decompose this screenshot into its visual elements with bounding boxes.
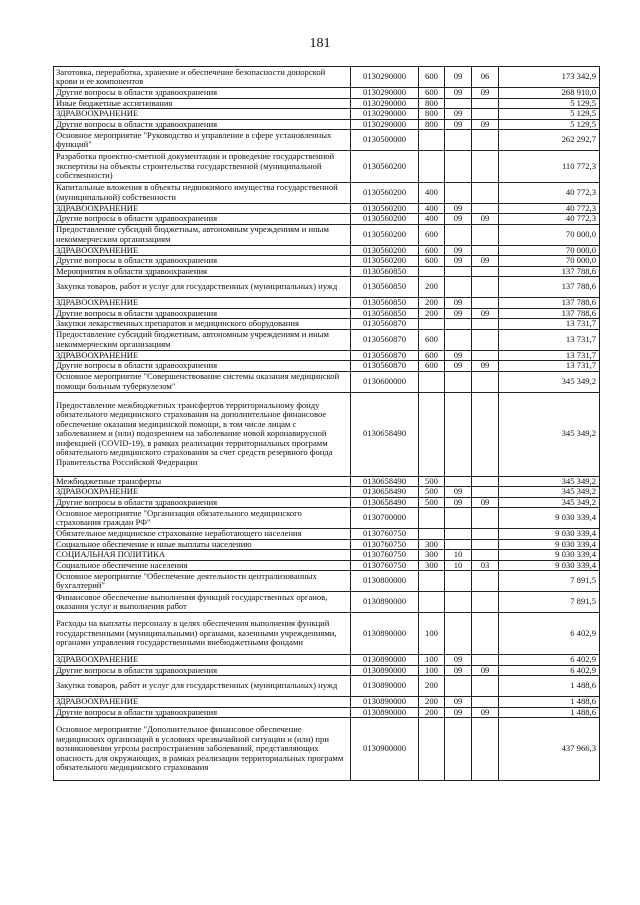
table-row bbox=[54, 655, 600, 666]
row-code-cell: 0130658490 bbox=[351, 476, 419, 487]
row-amount-cell: 13 731,7 bbox=[499, 350, 600, 361]
row-section-cell: 10 bbox=[445, 560, 472, 571]
row-amount-cell: 137 788,6 bbox=[499, 277, 600, 298]
table-row bbox=[54, 571, 600, 592]
row-expense-type-cell: 300 bbox=[419, 550, 445, 561]
row-amount-cell: 9 030 339,4 bbox=[499, 508, 600, 529]
table-row bbox=[54, 130, 600, 151]
row-expense-type-cell bbox=[419, 508, 445, 529]
row-expense-type-cell bbox=[419, 371, 445, 392]
row-amount-cell: 345 349,2 bbox=[499, 371, 600, 392]
row-amount-cell: 173 342,9 bbox=[499, 67, 600, 88]
table-row bbox=[54, 245, 600, 256]
row-expense-type-cell: 500 bbox=[419, 487, 445, 498]
row-amount-cell: 437 966,3 bbox=[499, 718, 600, 781]
row-amount-cell: 345 349,2 bbox=[499, 392, 600, 476]
row-expense-type-cell: 400 bbox=[419, 214, 445, 225]
row-section-cell: 09 bbox=[445, 214, 472, 225]
row-subsection-cell: 09 bbox=[472, 308, 499, 319]
row-subsection-cell bbox=[472, 130, 499, 151]
row-name-cell: Другие вопросы в области здравоохранения bbox=[54, 256, 351, 267]
row-name-cell: ЗДРАВООХРАНЕНИЕ bbox=[54, 487, 351, 498]
row-subsection-cell bbox=[472, 718, 499, 781]
row-section-cell: 09 bbox=[445, 88, 472, 99]
row-code-cell: 0130760750 bbox=[351, 539, 419, 550]
table-row bbox=[54, 277, 600, 298]
row-section-cell: 09 bbox=[445, 119, 472, 130]
row-code-cell: 0130560200 bbox=[351, 203, 419, 214]
row-name-cell: ЗДРАВООХРАНЕНИЕ bbox=[54, 350, 351, 361]
row-name-cell: Закупка товаров, работ и услуг для государственных (муниципальных) нужд bbox=[54, 277, 351, 298]
row-subsection-cell bbox=[472, 151, 499, 183]
row-subsection-cell bbox=[472, 266, 499, 277]
row-expense-type-cell: 600 bbox=[419, 88, 445, 99]
row-section-cell: 09 bbox=[445, 67, 472, 88]
row-amount-cell: 345 349,2 bbox=[499, 487, 600, 498]
row-name-cell: Другие вопросы в области здравоохранения bbox=[54, 88, 351, 99]
table-row bbox=[54, 308, 600, 319]
row-code-cell: 0130890000 bbox=[351, 697, 419, 708]
row-amount-cell: 9 030 339,4 bbox=[499, 529, 600, 540]
row-expense-type-cell: 600 bbox=[419, 67, 445, 88]
row-section-cell bbox=[445, 182, 472, 203]
row-subsection-cell: 06 bbox=[472, 67, 499, 88]
row-amount-cell: 137 788,6 bbox=[499, 308, 600, 319]
row-subsection-cell bbox=[472, 98, 499, 109]
row-expense-type-cell: 800 bbox=[419, 109, 445, 120]
table-row bbox=[54, 592, 600, 613]
table-row bbox=[54, 487, 600, 498]
row-name-cell: Мероприятия в области здравоохранения bbox=[54, 266, 351, 277]
row-code-cell: 0130560850 bbox=[351, 298, 419, 309]
row-name-cell: Другие вопросы в области здравоохранения bbox=[54, 497, 351, 508]
row-subsection-cell: 09 bbox=[472, 707, 499, 718]
table-row bbox=[54, 676, 600, 697]
table-row bbox=[54, 182, 600, 203]
row-expense-type-cell: 100 bbox=[419, 655, 445, 666]
row-name-cell: Основное мероприятие "Руководство и управление в сфере установленных функций" bbox=[54, 130, 351, 151]
table-row bbox=[54, 298, 600, 309]
row-name-cell: Межбюджетные трансферты bbox=[54, 476, 351, 487]
row-subsection-cell: 09 bbox=[472, 665, 499, 676]
table-row bbox=[54, 560, 600, 571]
table-row bbox=[54, 613, 600, 655]
row-name-cell: Иные бюджетные ассигнования bbox=[54, 98, 351, 109]
table-row bbox=[54, 508, 600, 529]
row-subsection-cell bbox=[472, 571, 499, 592]
row-section-cell bbox=[445, 508, 472, 529]
row-name-cell: Заготовка, переработка, хранение и обеспечение безопасности донорской крови и ее компонентов bbox=[54, 67, 351, 88]
row-section-cell: 09 bbox=[445, 298, 472, 309]
row-subsection-cell: 09 bbox=[472, 88, 499, 99]
row-code-cell: 0130560870 bbox=[351, 319, 419, 330]
row-section-cell bbox=[445, 371, 472, 392]
row-code-cell: 0130560200 bbox=[351, 256, 419, 267]
row-expense-type-cell bbox=[419, 718, 445, 781]
row-subsection-cell bbox=[472, 298, 499, 309]
row-code-cell: 0130290000 bbox=[351, 88, 419, 99]
row-subsection-cell bbox=[472, 487, 499, 498]
row-expense-type-cell: 400 bbox=[419, 203, 445, 214]
row-amount-cell: 5 129,5 bbox=[499, 98, 600, 109]
row-amount-cell: 345 349,2 bbox=[499, 476, 600, 487]
row-name-cell: Предоставление субсидий бюджетным, автономным учреждениям и иным некоммерческим организациям bbox=[54, 329, 351, 350]
row-section-cell bbox=[445, 529, 472, 540]
row-subsection-cell bbox=[472, 676, 499, 697]
row-code-cell: 0130560200 bbox=[351, 182, 419, 203]
row-name-cell: Финансовое обеспечение выполнения функций государственных органов, оказания услуг и выполнения работ bbox=[54, 592, 351, 613]
table-row bbox=[54, 266, 600, 277]
row-name-cell: Закупка товаров, работ и услуг для государственных (муниципальных) нужд bbox=[54, 676, 351, 697]
row-name-cell: Другие вопросы в области здравоохранения bbox=[54, 707, 351, 718]
row-expense-type-cell: 600 bbox=[419, 224, 445, 245]
row-amount-cell: 137 788,6 bbox=[499, 266, 600, 277]
row-section-cell: 09 bbox=[445, 487, 472, 498]
row-code-cell: 0130658490 bbox=[351, 487, 419, 498]
row-name-cell: Закупки лекарственных препаратов и медицинского оборудования bbox=[54, 319, 351, 330]
row-code-cell: 0130890000 bbox=[351, 707, 419, 718]
row-section-cell bbox=[445, 277, 472, 298]
row-code-cell: 0130900000 bbox=[351, 718, 419, 781]
row-expense-type-cell bbox=[419, 151, 445, 183]
row-expense-type-cell: 600 bbox=[419, 245, 445, 256]
table-row bbox=[54, 718, 600, 781]
table-row bbox=[54, 392, 600, 476]
table-row bbox=[54, 707, 600, 718]
row-code-cell: 0130560850 bbox=[351, 266, 419, 277]
row-section-cell: 09 bbox=[445, 665, 472, 676]
table-row bbox=[54, 67, 600, 88]
row-amount-cell: 110 772,3 bbox=[499, 151, 600, 183]
row-code-cell: 0130560200 bbox=[351, 224, 419, 245]
row-code-cell: 0130600000 bbox=[351, 371, 419, 392]
table-row bbox=[54, 98, 600, 109]
row-code-cell: 0130560850 bbox=[351, 308, 419, 319]
row-code-cell: 0130290000 bbox=[351, 67, 419, 88]
row-expense-type-cell: 200 bbox=[419, 277, 445, 298]
row-amount-cell: 1 488,6 bbox=[499, 676, 600, 697]
table-row bbox=[54, 697, 600, 708]
row-name-cell: Другие вопросы в области здравоохранения bbox=[54, 361, 351, 372]
table-row bbox=[54, 350, 600, 361]
row-expense-type-cell: 200 bbox=[419, 308, 445, 319]
row-subsection-cell bbox=[472, 529, 499, 540]
table-row bbox=[54, 214, 600, 225]
row-name-cell: ЗДРАВООХРАНЕНИЕ bbox=[54, 203, 351, 214]
row-amount-cell: 40 772,3 bbox=[499, 214, 600, 225]
row-section-cell: 09 bbox=[445, 109, 472, 120]
row-subsection-cell bbox=[472, 539, 499, 550]
row-subsection-cell bbox=[472, 245, 499, 256]
row-amount-cell: 5 129,5 bbox=[499, 109, 600, 120]
row-expense-type-cell: 200 bbox=[419, 707, 445, 718]
row-subsection-cell bbox=[472, 550, 499, 561]
row-section-cell bbox=[445, 392, 472, 476]
row-name-cell: Предоставление межбюджетных трансфертов территориальному фонду обязательного медицинского страхования на дополнительное финансовое обеспечение оказания медицинской помощи, в том числе лицам с заболеванием и (или) подозрением на заболевание новой коронавирусной инфекцией (COVID-19), в рамках реализации территориальных программ обязательного медицинского страхования за счет средств резервного фонда Правительства Российской Федерации bbox=[54, 392, 351, 476]
row-code-cell: 0130700000 bbox=[351, 508, 419, 529]
row-section-cell: 09 bbox=[445, 245, 472, 256]
row-name-cell: Основное мероприятие "Организация обязательного медицинского страхования граждан РФ" bbox=[54, 508, 351, 529]
row-name-cell: ЗДРАВООХРАНЕНИЕ bbox=[54, 109, 351, 120]
row-name-cell: Основное мероприятие "Совершенствование системы оказания медицинской помощи больным туберкулезом" bbox=[54, 371, 351, 392]
table-row bbox=[54, 529, 600, 540]
row-section-cell: 09 bbox=[445, 655, 472, 666]
row-subsection-cell: 03 bbox=[472, 560, 499, 571]
row-amount-cell: 262 292,7 bbox=[499, 130, 600, 151]
row-name-cell: ЗДРАВООХРАНЕНИЕ bbox=[54, 298, 351, 309]
table-row bbox=[54, 539, 600, 550]
row-amount-cell: 7 891,5 bbox=[499, 592, 600, 613]
row-section-cell: 10 bbox=[445, 550, 472, 561]
row-code-cell: 0130890000 bbox=[351, 655, 419, 666]
row-expense-type-cell bbox=[419, 130, 445, 151]
row-section-cell bbox=[445, 592, 472, 613]
row-section-cell: 09 bbox=[445, 350, 472, 361]
row-name-cell: Обязательное медицинское страхование неработающего населения bbox=[54, 529, 351, 540]
row-code-cell: 0130658490 bbox=[351, 497, 419, 508]
row-section-cell: 09 bbox=[445, 361, 472, 372]
row-subsection-cell bbox=[472, 613, 499, 655]
row-section-cell: 09 bbox=[445, 707, 472, 718]
row-amount-cell: 70 000,0 bbox=[499, 224, 600, 245]
row-expense-type-cell bbox=[419, 392, 445, 476]
row-expense-type-cell: 800 bbox=[419, 98, 445, 109]
row-subsection-cell bbox=[472, 277, 499, 298]
row-amount-cell: 345 349,2 bbox=[499, 497, 600, 508]
row-section-cell bbox=[445, 329, 472, 350]
row-expense-type-cell: 600 bbox=[419, 350, 445, 361]
table-row bbox=[54, 550, 600, 561]
row-name-cell: Другие вопросы в области здравоохранения bbox=[54, 665, 351, 676]
row-section-cell bbox=[445, 718, 472, 781]
row-section-cell: 09 bbox=[445, 697, 472, 708]
row-name-cell: Капитальные вложения в объекты недвижимого имущества государственной (муниципальной) собственности bbox=[54, 182, 351, 203]
row-expense-type-cell: 200 bbox=[419, 298, 445, 309]
row-amount-cell: 70 000,0 bbox=[499, 256, 600, 267]
table-row bbox=[54, 665, 600, 676]
row-amount-cell: 137 788,6 bbox=[499, 298, 600, 309]
row-subsection-cell bbox=[472, 508, 499, 529]
row-name-cell: Расходы на выплаты персоналу в целях обеспечения выполнения функций государственными (муниципальными) органами, казенными учреждениями, органами управления государственными внебюджетными фондами bbox=[54, 613, 351, 655]
row-code-cell: 0130760750 bbox=[351, 529, 419, 540]
row-expense-type-cell: 200 bbox=[419, 676, 445, 697]
row-expense-type-cell: 600 bbox=[419, 361, 445, 372]
row-expense-type-cell bbox=[419, 571, 445, 592]
table-row bbox=[54, 224, 600, 245]
row-expense-type-cell: 300 bbox=[419, 539, 445, 550]
row-section-cell: 09 bbox=[445, 256, 472, 267]
row-subsection-cell bbox=[472, 350, 499, 361]
row-section-cell bbox=[445, 613, 472, 655]
table-row bbox=[54, 361, 600, 372]
row-expense-type-cell bbox=[419, 529, 445, 540]
row-section-cell: 09 bbox=[445, 308, 472, 319]
row-section-cell bbox=[445, 151, 472, 183]
row-expense-type-cell bbox=[419, 319, 445, 330]
row-section-cell bbox=[445, 476, 472, 487]
row-expense-type-cell: 600 bbox=[419, 329, 445, 350]
row-amount-cell: 70 000,0 bbox=[499, 245, 600, 256]
row-code-cell: 0130500000 bbox=[351, 130, 419, 151]
row-section-cell bbox=[445, 98, 472, 109]
row-amount-cell: 1 488,6 bbox=[499, 697, 600, 708]
row-code-cell: 0130290000 bbox=[351, 109, 419, 120]
row-expense-type-cell: 500 bbox=[419, 476, 445, 487]
row-amount-cell: 6 402,9 bbox=[499, 665, 600, 676]
row-section-cell bbox=[445, 676, 472, 697]
row-code-cell: 0130658490 bbox=[351, 392, 419, 476]
row-code-cell: 0130890000 bbox=[351, 665, 419, 676]
row-subsection-cell bbox=[472, 592, 499, 613]
row-subsection-cell bbox=[472, 655, 499, 666]
row-name-cell: ЗДРАВООХРАНЕНИЕ bbox=[54, 697, 351, 708]
row-section-cell bbox=[445, 130, 472, 151]
row-subsection-cell: 09 bbox=[472, 497, 499, 508]
row-section-cell: 09 bbox=[445, 203, 472, 214]
row-section-cell bbox=[445, 571, 472, 592]
row-amount-cell: 9 030 339,4 bbox=[499, 539, 600, 550]
row-code-cell: 0130290000 bbox=[351, 98, 419, 109]
row-name-cell: Разработка проектно-сметной документации и проведение государственной экспертизы на объекты строительства государственной (муниципальной собственности) bbox=[54, 151, 351, 183]
row-code-cell: 0130560850 bbox=[351, 277, 419, 298]
row-name-cell: Социальное обеспечение и иные выплаты населению bbox=[54, 539, 351, 550]
row-expense-type-cell: 500 bbox=[419, 497, 445, 508]
row-subsection-cell: 09 bbox=[472, 119, 499, 130]
row-section-cell bbox=[445, 224, 472, 245]
row-subsection-cell bbox=[472, 224, 499, 245]
row-code-cell: 0130560870 bbox=[351, 329, 419, 350]
row-code-cell: 0130560870 bbox=[351, 350, 419, 361]
row-subsection-cell bbox=[472, 371, 499, 392]
row-amount-cell: 6 402,9 bbox=[499, 655, 600, 666]
row-code-cell: 0130760750 bbox=[351, 560, 419, 571]
row-code-cell: 0130290000 bbox=[351, 119, 419, 130]
row-amount-cell: 40 772,3 bbox=[499, 203, 600, 214]
row-amount-cell: 5 129,5 bbox=[499, 119, 600, 130]
row-name-cell: Социальное обеспечение населения bbox=[54, 560, 351, 571]
row-name-cell: Другие вопросы в области здравоохранения bbox=[54, 119, 351, 130]
row-subsection-cell bbox=[472, 697, 499, 708]
table-row bbox=[54, 319, 600, 330]
row-expense-type-cell bbox=[419, 592, 445, 613]
row-amount-cell: 268 910,0 bbox=[499, 88, 600, 99]
row-subsection-cell: 09 bbox=[472, 214, 499, 225]
row-expense-type-cell: 600 bbox=[419, 256, 445, 267]
row-name-cell: Другие вопросы в области здравоохранения bbox=[54, 308, 351, 319]
row-code-cell: 0130560200 bbox=[351, 151, 419, 183]
row-amount-cell: 13 731,7 bbox=[499, 329, 600, 350]
row-name-cell: Основное мероприятие "Обеспечение деятельности централизованных бухгалтерий" bbox=[54, 571, 351, 592]
row-expense-type-cell bbox=[419, 266, 445, 277]
row-code-cell: 0130890000 bbox=[351, 676, 419, 697]
table-row bbox=[54, 329, 600, 350]
table-row bbox=[54, 497, 600, 508]
row-section-cell bbox=[445, 266, 472, 277]
row-subsection-cell bbox=[472, 476, 499, 487]
table-row bbox=[54, 109, 600, 120]
row-code-cell: 0130890000 bbox=[351, 592, 419, 613]
row-subsection-cell bbox=[472, 329, 499, 350]
row-amount-cell: 6 402,9 bbox=[499, 613, 600, 655]
row-subsection-cell bbox=[472, 203, 499, 214]
row-name-cell: СОЦИАЛЬНАЯ ПОЛИТИКА bbox=[54, 550, 351, 561]
row-name-cell: ЗДРАВООХРАНЕНИЕ bbox=[54, 655, 351, 666]
row-code-cell: 0130890000 bbox=[351, 613, 419, 655]
table-row bbox=[54, 371, 600, 392]
row-code-cell: 0130760750 bbox=[351, 550, 419, 561]
row-subsection-cell bbox=[472, 392, 499, 476]
budget-table bbox=[53, 66, 600, 781]
row-subsection-cell bbox=[472, 109, 499, 120]
table-row bbox=[54, 151, 600, 183]
row-expense-type-cell: 300 bbox=[419, 560, 445, 571]
row-amount-cell: 13 731,7 bbox=[499, 361, 600, 372]
row-amount-cell: 9 030 339,4 bbox=[499, 550, 600, 561]
row-code-cell: 0130560200 bbox=[351, 214, 419, 225]
row-expense-type-cell: 800 bbox=[419, 119, 445, 130]
row-section-cell bbox=[445, 319, 472, 330]
table-row bbox=[54, 476, 600, 487]
row-expense-type-cell: 200 bbox=[419, 697, 445, 708]
budget-table-body bbox=[54, 67, 600, 781]
page-number: 181 bbox=[309, 36, 331, 51]
row-subsection-cell: 09 bbox=[472, 256, 499, 267]
row-expense-type-cell: 100 bbox=[419, 665, 445, 676]
row-amount-cell: 7 891,5 bbox=[499, 571, 600, 592]
table-row bbox=[54, 88, 600, 99]
row-code-cell: 0130560870 bbox=[351, 361, 419, 372]
table-row bbox=[54, 203, 600, 214]
row-amount-cell: 40 772,3 bbox=[499, 182, 600, 203]
row-subsection-cell: 09 bbox=[472, 361, 499, 372]
table-row bbox=[54, 256, 600, 267]
row-amount-cell: 13 731,7 bbox=[499, 319, 600, 330]
row-name-cell: ЗДРАВООХРАНЕНИЕ bbox=[54, 245, 351, 256]
row-subsection-cell bbox=[472, 182, 499, 203]
row-amount-cell: 9 030 339,4 bbox=[499, 560, 600, 571]
row-amount-cell: 1 488,6 bbox=[499, 707, 600, 718]
row-name-cell: Другие вопросы в области здравоохранения bbox=[54, 214, 351, 225]
row-section-cell: 09 bbox=[445, 497, 472, 508]
row-code-cell: 0130560200 bbox=[351, 245, 419, 256]
row-subsection-cell bbox=[472, 319, 499, 330]
row-expense-type-cell: 400 bbox=[419, 182, 445, 203]
table-row bbox=[54, 119, 600, 130]
row-name-cell: Предоставление субсидий бюджетным, автономным учреждениям и иным некоммерческим организациям bbox=[54, 224, 351, 245]
row-name-cell: Основное мероприятие "Дополнительное финансовое обеспечение медицинских организаций в условиях чрезвычайной ситуации и (или) при возникновении угрозы распространения заболеваний, представляющих опасность для окружающих, в рамках реализации территориальных программ обязательного медицинского страхования bbox=[54, 718, 351, 781]
row-section-cell bbox=[445, 539, 472, 550]
row-code-cell: 0130800000 bbox=[351, 571, 419, 592]
row-expense-type-cell: 100 bbox=[419, 613, 445, 655]
